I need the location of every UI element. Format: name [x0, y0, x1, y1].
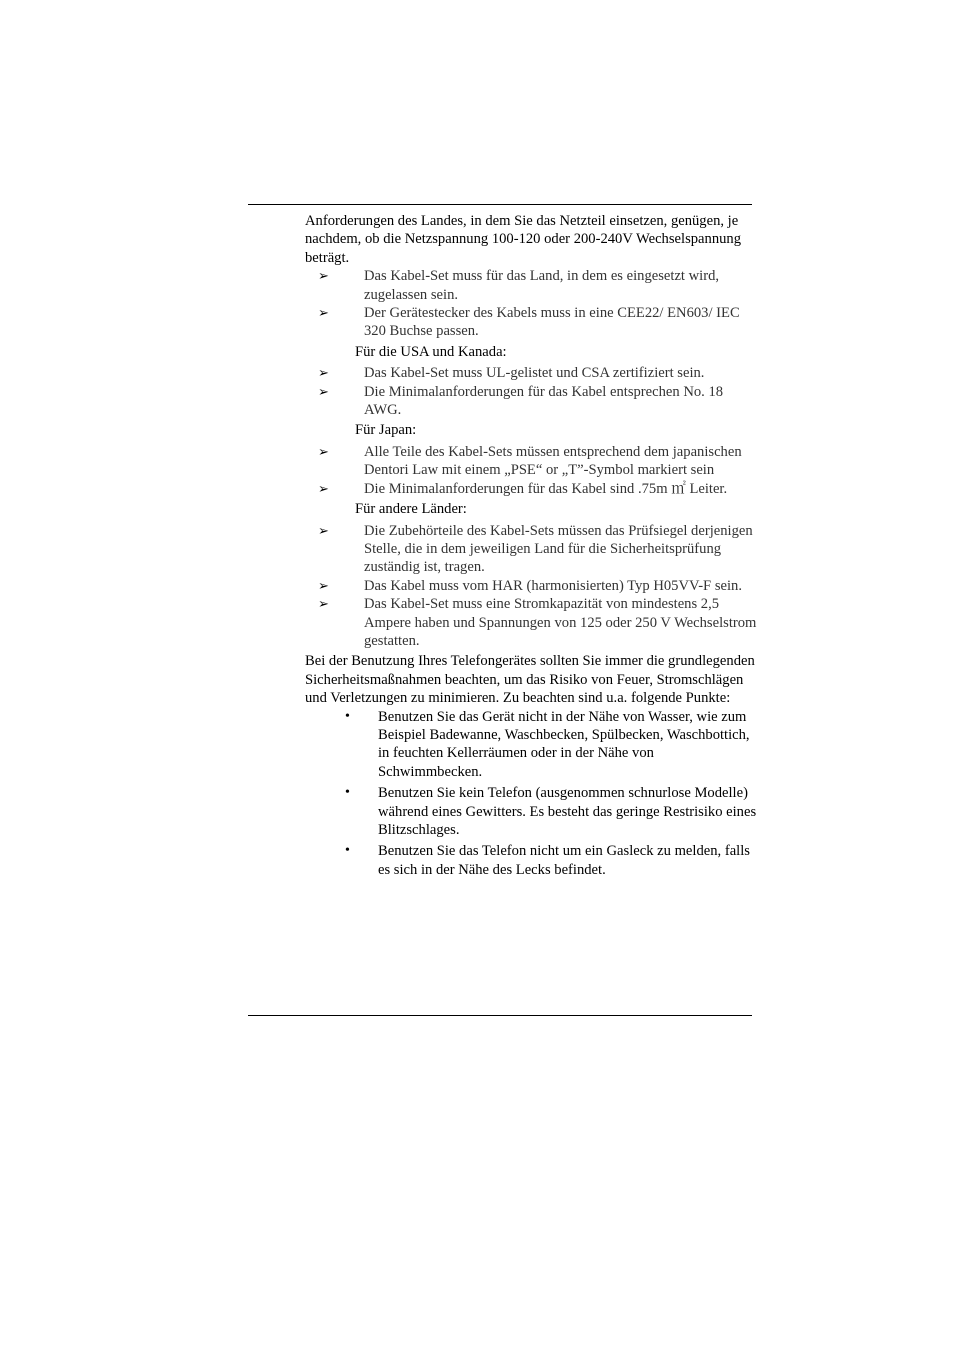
usa-requirements-list	[305, 364, 757, 419]
bullet-icon: •	[345, 785, 350, 801]
japan-requirements-list	[305, 443, 757, 498]
list-item: ➢ Der Gerätestecker des Kabels muss in eine CEE22/ EN603/ IEC 320 Buchse passen.	[318, 305, 740, 340]
general-requirements-list	[305, 267, 757, 341]
list-item: • Benutzen Sie das Telefon nicht um ein Gasleck zu melden, falls es sich in der Nähe des Lecks befindet.	[345, 843, 750, 878]
arrow-bullet-icon: ➢	[318, 596, 329, 612]
top-rule	[248, 204, 752, 205]
other-requirements-list	[305, 522, 757, 651]
arrow-bullet-icon: ➢	[318, 522, 329, 538]
bottom-rule	[248, 1015, 752, 1016]
arrow-bullet-icon: ➢	[318, 577, 329, 593]
list-item: ➢ Alle Teile des Kabel-Sets müssen entsprechend dem japanischen Dentori Law mit einem „PSE“ or „T”-Symbol markiert sein	[318, 443, 742, 479]
arrow-bullet-icon: ➢	[318, 383, 329, 399]
list-item: ➢ Die Zubehörteile des Kabel-Sets müssen das Prüfsiegel derjenigen Stelle, die in dem jeweiligen Land für die Sicherheitsprüfung zuständig ist, tragen.	[318, 522, 753, 576]
japan-heading: Für Japan:	[355, 422, 417, 439]
other-countries-heading: Für andere Länder:	[355, 501, 467, 518]
list-item: ➢ Die Minimalanforderungen für das Kabel entsprechen No. 18 AWG.	[318, 383, 724, 419]
list-item: ➢ Das Kabel muss vom HAR (harmonisierten) Typ H05VV-F sein.	[318, 577, 742, 594]
arrow-bullet-icon: ➢	[318, 268, 329, 284]
safety-list	[305, 708, 757, 880]
arrow-bullet-icon: ➢	[318, 365, 329, 381]
list-item: • Benutzen Sie das Gerät nicht in der Nähe von Wasser, wie zum Beispiel Badewanne, Waschbecken, Spülbecken, Waschbottich, in feuchten Kellerräumen oder in der Nähe von Schwimmbecken.	[345, 708, 750, 780]
list-item: • Benutzen Sie kein Telefon (ausgenommen schnurlose Modelle) während eines Gewitters. Es besteht das geringe Restrisiko eines Blitzschlages.	[345, 785, 757, 838]
page-content	[305, 212, 757, 879]
usa-heading: Für die USA und Kanada:	[355, 343, 507, 360]
arrow-bullet-icon: ➢	[318, 480, 329, 496]
intro-paragraph: Anforderungen des Landes, in dem Sie das Netzteil einsetzen, genügen, je nachdem, ob die Netzspannung 100-120 oder 200-240V Wechselspannung beträgt.	[305, 213, 742, 266]
list-item: ➢ Das Kabel-Set muss eine Stromkapazität von mindestens 2,5 Ampere haben und Spannungen von 125 oder 250 V Wechselstrom gestatten.	[318, 596, 757, 649]
safety-intro-paragraph: Bei der Benutzung Ihres Telefongerätes sollten Sie immer die grundlegenden Sicherheitsmaßnahmen beachten, um das Risiko von Feuer, Stromschlägen und Verletzungen zu minimieren. Zu beachten sind u.a. folgende Punkte:	[305, 653, 755, 707]
bullet-icon: •	[345, 843, 350, 859]
arrow-bullet-icon: ➢	[318, 305, 329, 321]
arrow-bullet-icon: ➢	[318, 443, 329, 459]
list-item: ➢ Die Minimalanforderungen für das Kabel sind .75m ㎡ Leiter.	[318, 480, 728, 497]
list-item: ➢ Das Kabel-Set muss für das Land, in dem es eingesetzt wird, zugelassen sein.	[318, 268, 720, 303]
bullet-icon: •	[345, 708, 350, 724]
list-item: ➢ Das Kabel-Set muss UL-gelistet und CSA zertifiziert sein.	[318, 365, 705, 382]
